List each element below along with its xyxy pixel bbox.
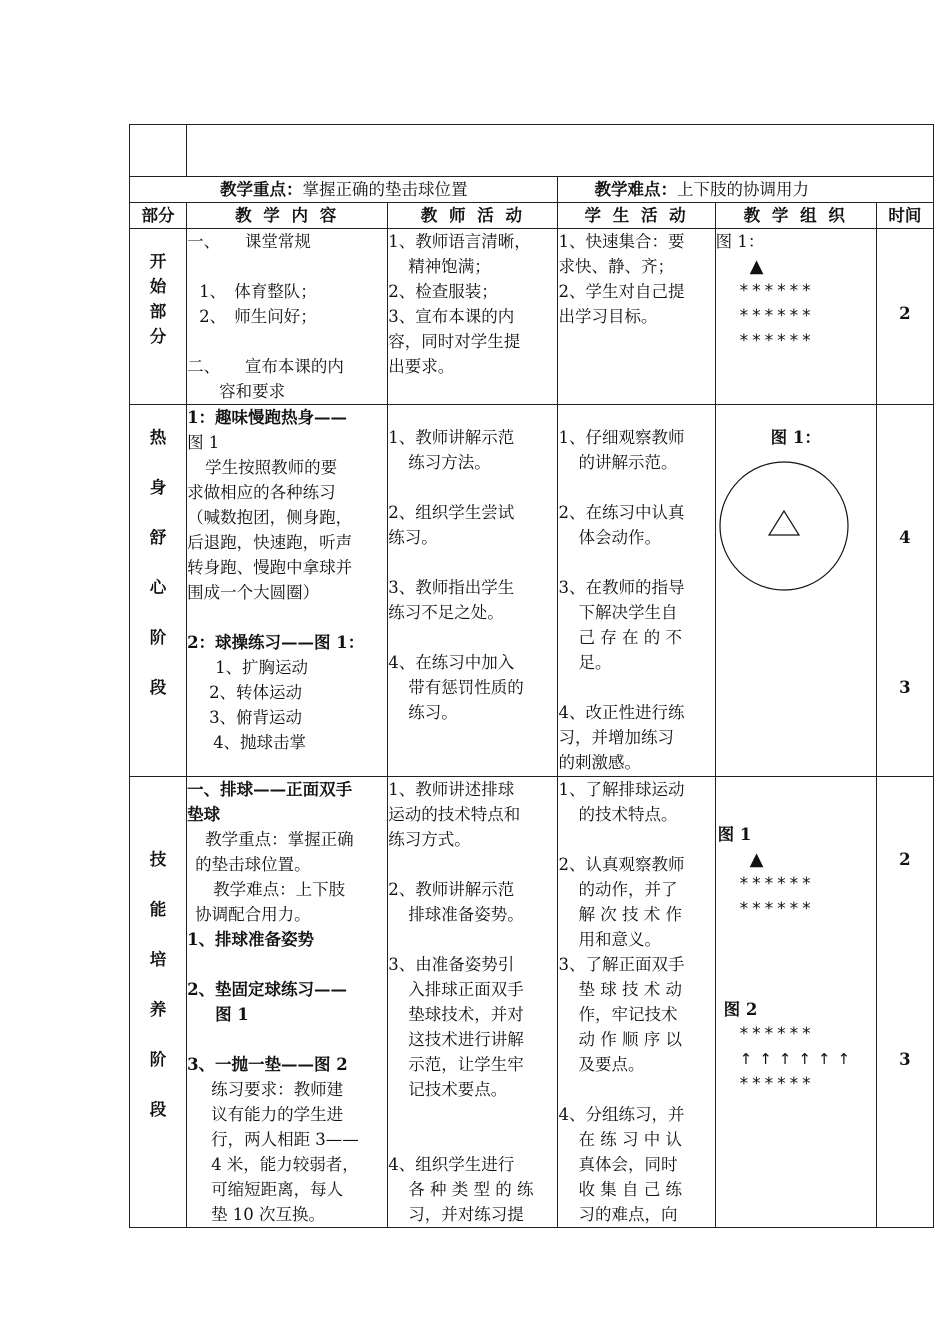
student-line: 动 作 顺 序 以 — [578, 1030, 682, 1049]
content-line: 学生按照教师的要 — [205, 458, 338, 477]
key-point-cell — [130, 177, 558, 203]
student-line: 的刺激感。 — [558, 753, 641, 772]
teacher-line: 练习不足之处。 — [388, 603, 504, 622]
content-line: 1、 体育整队； — [199, 282, 317, 301]
content-line: 求做相应的各种练习 — [187, 483, 336, 502]
content-line: 的垫击球位置。 — [195, 855, 311, 874]
section-start-char: 开 — [149, 252, 167, 271]
student-line: 作，牢记技术 — [578, 1005, 678, 1024]
section-start-name — [130, 229, 187, 405]
figure-label: 图 1： — [715, 232, 765, 251]
student-line: 真体会，同时 — [578, 1155, 678, 1174]
teacher-line: 运动的技术特点和 — [388, 805, 521, 824]
content-heading: 一、排球——正面双手 — [187, 780, 353, 799]
time-value: 2 — [899, 850, 911, 869]
teacher-line: 出要求。 — [388, 357, 455, 376]
section-start-organization — [715, 229, 876, 405]
difficulty-label: 教学难点： — [594, 180, 677, 199]
focus-row — [130, 177, 934, 203]
student-formation-row: ****** — [739, 331, 815, 351]
teacher-line: 这技术进行讲解 — [408, 1030, 524, 1049]
header-content: 教 学 内 容 — [187, 203, 388, 229]
student-line: 的动作，并了 — [578, 880, 678, 899]
section-warmup-time — [876, 405, 933, 777]
teacher-line: 各 种 类 型 的 练 — [408, 1180, 534, 1199]
section-warmup-student — [558, 405, 715, 777]
student-line: 体会动作。 — [578, 528, 661, 547]
section-warmup-name — [130, 405, 187, 777]
content-line: 教学重点：掌握正确 — [205, 830, 354, 849]
student-formation-row: ****** — [739, 1024, 815, 1044]
section-warmup-char: 热 — [149, 428, 167, 447]
section-warmup-organization — [715, 405, 876, 777]
content-line: 协调配合用力。 — [195, 905, 311, 924]
student-line: 下解决学生自 — [578, 603, 678, 622]
circle-formation-ring — [720, 462, 848, 590]
teacher-line: 2、教师讲解示范 — [388, 880, 515, 899]
student-line: 收 集 自 己 练 — [578, 1180, 682, 1199]
student-line: 1、仔细观察教师 — [558, 428, 685, 447]
student-line: 习，并增加练习 — [558, 728, 674, 747]
content-line: 行，两人相距 3—— — [211, 1130, 359, 1149]
section-skill-time — [876, 777, 933, 1228]
student-line: 足。 — [578, 653, 612, 672]
section-warmup-char: 身 — [149, 478, 167, 497]
key-point-label: 教学重点： — [219, 180, 303, 199]
section-warmup-char: 阶 — [149, 628, 167, 647]
student-line: 2、在练习中认真 — [558, 503, 685, 522]
section-skill-organization — [715, 777, 876, 1228]
teacher-line: 习，并对练习提 — [408, 1205, 524, 1224]
section-skill-student — [558, 777, 715, 1228]
section-skill-content — [187, 777, 388, 1228]
teacher-triangle-icon: ▲ — [749, 256, 764, 277]
teacher-line: 记技术要点。 — [408, 1080, 508, 1099]
section-warmup-char: 心 — [149, 578, 167, 597]
header-time: 时间 — [876, 203, 933, 229]
student-line: 的技术特点。 — [578, 805, 678, 824]
content-line: 教学难点：上下肢 — [213, 880, 346, 899]
difficulty-cell — [558, 177, 934, 203]
exercise-item: 2、转体运动 — [209, 683, 303, 702]
teacher-line: 垫球技术，并对 — [408, 1005, 524, 1024]
teacher-line: 练习。 — [408, 703, 458, 722]
content-line: 二、 宣布本课的内 — [187, 357, 344, 376]
student-line: 垫 球 技 术 动 — [578, 980, 682, 999]
content-line: 2、 师生问好； — [199, 307, 317, 326]
section-skill-teacher — [388, 777, 558, 1228]
teacher-line: 1、教师讲解示范 — [388, 428, 515, 447]
teacher-line: 4、在练习中加入 — [388, 653, 515, 672]
header-student: 学 生 活 动 — [558, 203, 715, 229]
content-line: 容和要求 — [219, 382, 286, 401]
teacher-line: 带有惩罚性质的 — [408, 678, 524, 697]
section-skill-row — [130, 777, 934, 1228]
header-teacher: 教 师 活 动 — [388, 203, 558, 229]
section-skill-name — [130, 777, 187, 1228]
section-start-content — [187, 229, 388, 405]
content-line: 可缩短距离，每人 — [211, 1180, 344, 1199]
content-heading: 3、一抛一垫——图 2 — [187, 1055, 348, 1074]
teacher-line: 精神饱满； — [408, 257, 491, 276]
section-warmup-row — [130, 405, 934, 777]
teacher-line: 示范，让学生牢 — [408, 1055, 524, 1074]
time-value: 3 — [899, 1050, 911, 1069]
time-value: 2 — [899, 304, 911, 323]
student-line: 求快、静、齐； — [558, 257, 674, 276]
content-line: 垫 10 次互换。 — [211, 1205, 326, 1224]
student-formation-row: ****** — [739, 281, 815, 301]
content-heading-cont: 垫球 — [187, 805, 221, 824]
student-line: 3、在教师的指导 — [558, 578, 685, 597]
section-skill-char: 阶 — [149, 1050, 167, 1069]
top-blank-cell-right — [187, 125, 934, 177]
content-heading-cont: 图 1 — [187, 433, 220, 452]
key-point-text: 掌握正确的垫击球位置 — [302, 180, 468, 199]
student-line: 的讲解示范。 — [578, 453, 678, 472]
student-line: 1、了解排球运动 — [558, 780, 685, 799]
header-row — [130, 203, 934, 229]
student-line: 习的难点，向 — [578, 1205, 678, 1224]
teacher-line: 3、宣布本课的内 — [388, 307, 515, 326]
student-line: 在 练 习 中 认 — [578, 1130, 682, 1149]
student-formation-row: ****** — [739, 306, 815, 326]
teacher-triangle-icon — [769, 511, 799, 535]
teacher-line: 1、教师语言清晰， — [388, 232, 531, 251]
figure-label: 图 1： — [770, 428, 821, 447]
circle-formation-diagram — [714, 456, 854, 596]
top-blank-cell-left — [130, 125, 187, 177]
lesson-plan-table — [129, 124, 934, 1228]
student-formation-row: ****** — [739, 899, 815, 919]
student-line: 出学习目标。 — [558, 307, 658, 326]
section-start-char: 分 — [149, 327, 167, 346]
header-section: 部分 — [130, 203, 187, 229]
teacher-line: 练习方式。 — [388, 830, 471, 849]
content-heading: 1：趣味慢跑热身—— — [187, 408, 348, 427]
section-skill-char: 段 — [149, 1100, 167, 1119]
teacher-line: 1、教师讲述排球 — [388, 780, 515, 799]
teacher-line: 2、组织学生尝试 — [388, 503, 515, 522]
teacher-line: 4、组织学生进行 — [388, 1155, 515, 1174]
section-warmup-char: 舒 — [149, 528, 167, 547]
exercise-item: 4、抛球击掌 — [213, 733, 307, 752]
content-line: 后退跑，快速跑，听声 — [187, 533, 353, 552]
section-skill-char: 培 — [149, 950, 167, 969]
student-line: 己 存 在 的 不 — [578, 628, 682, 647]
teacher-line: 练习。 — [388, 528, 438, 547]
figure-label: 图 2 — [723, 1000, 758, 1019]
exercise-item: 3、俯背运动 — [209, 708, 303, 727]
section-warmup-content — [187, 405, 388, 777]
section-start-row — [130, 229, 934, 405]
content-line: （喊数抱团，侧身跑， — [187, 508, 353, 527]
student-line: 用和意义。 — [578, 930, 661, 949]
top-blank-row — [130, 125, 934, 177]
teacher-triangle-icon: ▲ — [749, 849, 764, 870]
student-line: 4、分组练习，并 — [558, 1105, 685, 1124]
student-line: 3、了解正面双手 — [558, 955, 685, 974]
student-line: 及要点。 — [578, 1055, 645, 1074]
content-heading-cont: 图 1 — [215, 1005, 249, 1024]
exercise-item: 1、扩胸运动 — [215, 658, 309, 677]
difficulty-text: 上下肢的协调用力 — [676, 180, 809, 199]
teacher-line: 2、检查服装； — [388, 282, 498, 301]
section-skill-char: 养 — [149, 1000, 167, 1019]
teacher-line: 3、由准备姿势引 — [388, 955, 515, 974]
teacher-line: 容，同时对学生提 — [388, 332, 521, 351]
content-heading: 1、排球准备姿势 — [187, 930, 315, 949]
section-skill-char: 技 — [149, 850, 167, 869]
student-line: 2、学生对自己提 — [558, 282, 685, 301]
student-formation-row: ****** — [739, 874, 815, 894]
student-line: 4、改正性进行练 — [558, 703, 685, 722]
figure-label: 图 1 — [717, 825, 752, 844]
content-line: 围成一个大圆圈） — [187, 583, 320, 602]
header-organization: 教 学 组 织 — [715, 203, 876, 229]
content-line: 一、 课堂常规 — [187, 232, 311, 251]
student-line: 2、认真观察教师 — [558, 855, 685, 874]
section-warmup-char: 段 — [149, 678, 167, 697]
section-start-char: 始 — [149, 277, 167, 296]
section-skill-char: 能 — [149, 900, 167, 919]
content-line: 练习要求：教师建 — [211, 1080, 344, 1099]
content-line: 议有能力的学生进 — [211, 1105, 344, 1124]
section-start-student — [558, 229, 715, 405]
pass-direction-arrows-icon: ↑↑↑↑↑↑ — [739, 1050, 858, 1068]
section-start-char: 部 — [149, 302, 167, 321]
content-line: 转身跑、慢跑中拿球并 — [187, 558, 353, 577]
teacher-line: 排球准备姿势。 — [408, 905, 524, 924]
content-heading: 2：球操练习——图 1： — [187, 633, 365, 652]
time-value: 3 — [899, 678, 911, 697]
student-line: 解 次 技 术 作 — [578, 905, 682, 924]
section-warmup-teacher — [388, 405, 558, 777]
student-line: 1、快速集合：要 — [558, 232, 685, 251]
student-formation-row: ****** — [739, 1074, 815, 1094]
content-line: 4 米，能力较弱者， — [211, 1155, 359, 1174]
section-start-time — [876, 229, 933, 405]
time-value: 4 — [899, 528, 911, 547]
teacher-line: 3、教师指出学生 — [388, 578, 515, 597]
teacher-line: 练习方法。 — [408, 453, 491, 472]
section-start-teacher — [388, 229, 558, 405]
teacher-line: 入排球正面双手 — [408, 980, 524, 999]
content-heading: 2、垫固定球练习—— — [187, 980, 348, 999]
